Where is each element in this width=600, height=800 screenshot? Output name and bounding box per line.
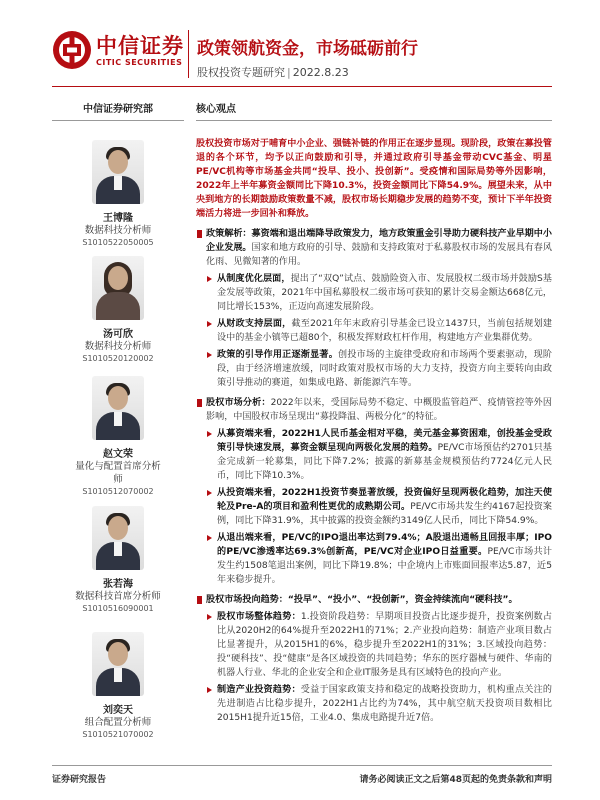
analyst-card bbox=[52, 140, 184, 247]
analyst-card bbox=[52, 506, 184, 613]
sub-bullet: 政策的引导作用正逐渐显著。创投市场的主旋律受政府和市场两个要素驱动，现阶段，由于经济增速放缓，同时政策对股权市场的大力支持，投资方向主要转向由政策引导推动的赛道，如集成电路、新能源汽车等。 bbox=[196, 348, 552, 390]
sub-bullet: 从募资端来看，2022H1人民币基金相对平稳，美元基金募资困难，创投基金受政策引导快速发展，募资金额呈现向两极化发展的趋势。PE/VC市场预估约2701只基金完成新一轮募集，同比下降7.2%；披露的新募基金规模预估约7724亿元人民币，同比下降10.3%。 bbox=[196, 427, 552, 483]
analyst-photo bbox=[92, 632, 144, 696]
analyst-id: S1010521070002 bbox=[82, 730, 154, 739]
report-header bbox=[0, 0, 600, 92]
bullet-trend: 股权市场投向趋势：“投早”、“投小”、“投创新”，资金持续流向“硬科技”。 bbox=[196, 593, 552, 607]
analyst-name: 刘奕天 bbox=[103, 705, 133, 716]
bullet-policy: 政策解析：募资端和退出端降导政策发力，地方政策重金引导助力硬科技产业早期中小企业发展。国家和地方政府的引导、鼓励和支持政策对于私募股权市场的发展具有春风化雨、见微知著的作用。 bbox=[196, 227, 552, 269]
report-date: 2022.8.23 bbox=[292, 66, 349, 79]
analyst-photo bbox=[92, 256, 144, 320]
analyst-id: S1010520120002 bbox=[82, 354, 154, 363]
analyst-card bbox=[52, 256, 184, 363]
analyst-id: S1010516090001 bbox=[82, 604, 154, 613]
header-rule bbox=[52, 86, 552, 87]
sub-bullet: 股权市场整体趋势：1.投资阶段趋势：早期项目投资占比逐步提升，投资案例数占比从2020H2的64%提升至2022H1的71%；2.产业投向趋势：制造产业项目数占比显著提升，从2015H1的6%，稳步提升至2022H1的31%；3.区域投向趋势：投“硬科技”、投“健康”是各区域投资的共同趋势；华东的医疗器械与硬件、华南的机器人行业、华北的企业安全和企业IT服务是具有区域特色的投向产业。 bbox=[196, 610, 552, 680]
analyst-photo bbox=[92, 140, 144, 204]
report-title: 政策领航资金，市场砥砺前行 bbox=[197, 39, 418, 59]
analyst-photo bbox=[92, 506, 144, 570]
sub-bullet: 从投资端来看，2022H1投资节奏显著放缓，投资偏好呈现两极化趋势，加注天使轮及Pre-A的项目和盈利性更优的成熟期公司。PE/VC市场共发生约4167起投资案例，同比下降31.9%，其中披露的投资金额约3149亿人民币，同比下降54.9%。 bbox=[196, 486, 552, 528]
analyst-card bbox=[52, 376, 184, 496]
sub-bullet: 从制度优化层面，提出了“双Q”试点、鼓励险资入市、发展股权二级市场并鼓励S基金发展等政策，2021年中国私募股权二级市场可获知的累计交易金额达668亿元，同比增长153%，正迈向高速发展阶段。 bbox=[196, 272, 552, 314]
analyst-role: 数据科技首席分析师 bbox=[75, 591, 161, 602]
citic-logo-icon bbox=[52, 30, 92, 70]
sub-bullet: 制造产业投资趋势：受益于国家政策支持和稳定的战略投资助力，机构重点关注的先进制造占比稳步提升，2022H1占比约为74%，其中航空航天投资项目数相比2015H1提升近15倍，工业4.0、集成电路提升近7倍。 bbox=[196, 683, 552, 725]
analyst-role: 数据科技分析师 bbox=[84, 225, 152, 236]
main-content bbox=[196, 100, 552, 725]
key-summary: 股权投资市场对于哺育中小企业、强链补链的作用正在逐步显现。现阶段，政策在募投管退的各个环节，均予以正向鼓励和引导，并通过政府引导基金带动CVC基金、明星PE/VC机构等市场基金共同“投早、投小、投创新”。受疫情和国际局势等外因影响，2022年上半年募资金额同比下降10.3%，投资金额同比下降54.9%。展望未来，从中央到地方的长期鼓励政策数量不减，股权市场长期稳步发展的趋势不变，预计下半年投资端活力将进一步回补和释放。 bbox=[196, 139, 552, 219]
sub-bullet: 从退出端来看，PE/VC的IPO退出率达到79.4%；A股退出通畅且回报丰厚；IPO的PE/VC渗透率达69.3%创新高，PE/VC对企业IPO日益重要。PE/VC市场共计发生约1508笔退出案例，同比下降19.8%；中企境内上市账面回报率达5.87，近5年来稳步提升。 bbox=[196, 531, 552, 587]
analyst-name: 王博隆 bbox=[103, 213, 133, 224]
report-type: 股权投资专题研究 bbox=[197, 66, 285, 79]
analyst-role: 量化与配置首席分析师 bbox=[75, 461, 161, 485]
analyst-role: 数据科技分析师 bbox=[84, 341, 152, 352]
footer-disclaimer: 请务必阅读正文之后第48页起的免责条款和声明 bbox=[359, 775, 552, 785]
analyst-id: S1010522050005 bbox=[82, 238, 154, 247]
sidebar-title: 中信证券研究部 bbox=[52, 100, 184, 121]
brand-name-en: CITIC SECURITIES bbox=[96, 58, 183, 67]
analyst-photo bbox=[92, 376, 144, 440]
analyst-card bbox=[52, 632, 184, 739]
analyst-id: S1010512070002 bbox=[82, 487, 154, 496]
analyst-name: 张若海 bbox=[103, 579, 133, 590]
analyst-name: 赵文荣 bbox=[103, 449, 133, 460]
brand-name: 中信证券 bbox=[96, 34, 184, 58]
bullet-market: 股权市场分析：2022年以来，受国际局势不稳定、中概股监管趋严、疫情管控等外因影响，中国股权市场呈现出“募投降温、两极分化”的特征。 bbox=[196, 396, 552, 424]
analyst-role: 组合配置分析师 bbox=[84, 717, 152, 728]
sub-bullet: 从财政支持层面，截至2021年年末政府引导基金已设立1437只，当前包括规划建设中的基金小镇等已超80个，积极发挥财政杠杆作用，构建地方产业集群优势。 bbox=[196, 317, 552, 345]
page-footer bbox=[52, 765, 552, 785]
header-divider bbox=[188, 30, 189, 78]
section-title: 核心观点 bbox=[196, 100, 552, 121]
footer-left: 证券研究报告 bbox=[52, 775, 107, 785]
sidebar bbox=[52, 100, 184, 121]
analyst-name: 汤可欣 bbox=[103, 329, 133, 340]
report-subtitle: 股权投资专题研究 | 2022.8.23 bbox=[197, 66, 349, 79]
